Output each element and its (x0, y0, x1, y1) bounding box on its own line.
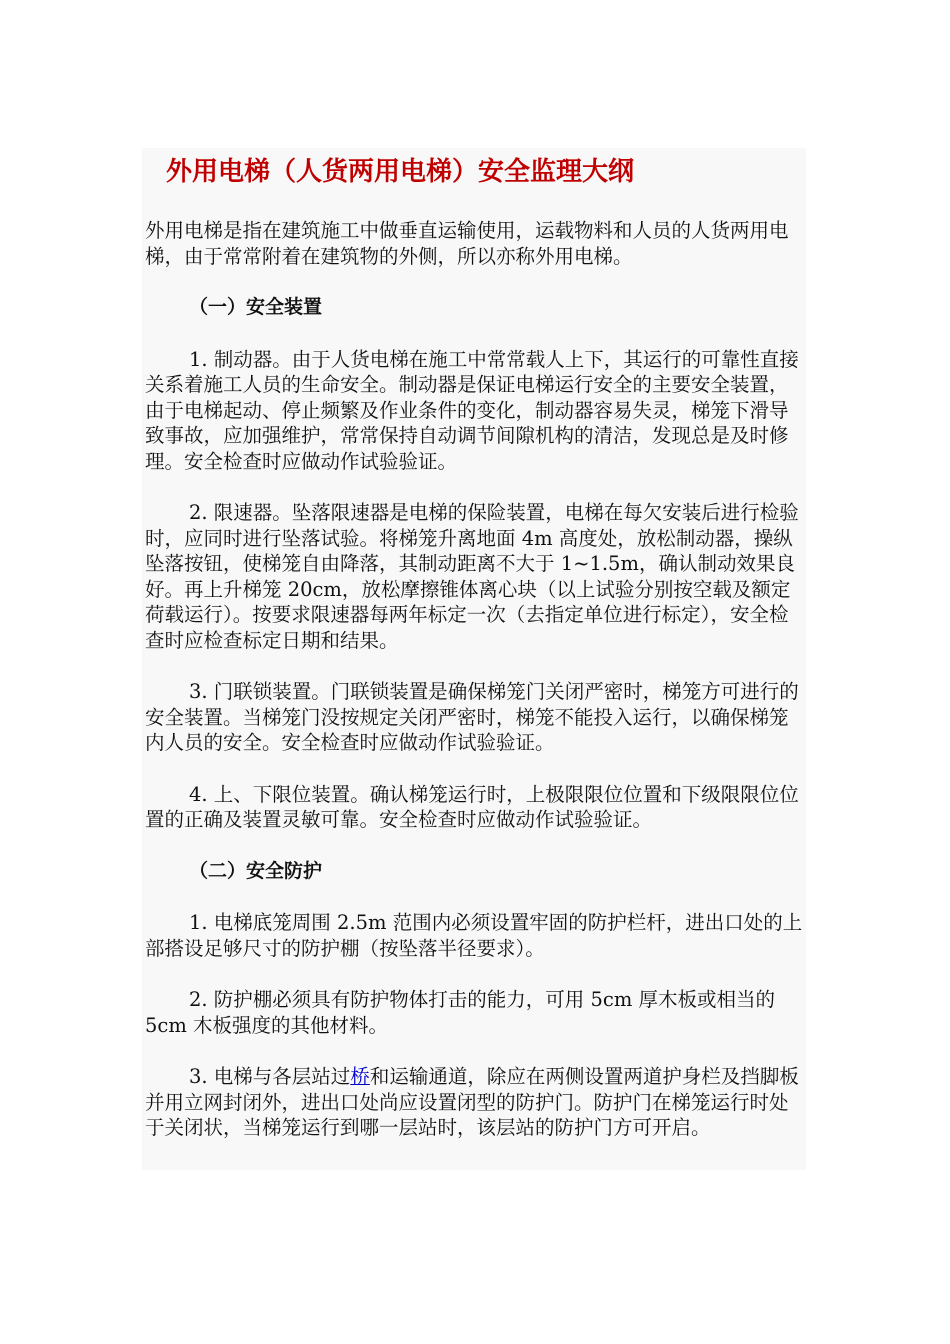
paragraph-bridge-passage (145, 1064, 805, 1141)
document-title: 外用电梯（人货两用电梯）安全监理大纲 (166, 157, 635, 187)
intro-paragraph: 外用电梯是指在建筑施工中做垂直运输使用，运载物料和人员的人货两用电梯，由于常常附着在建筑物的外侧，所以亦称外用电梯。 (145, 219, 789, 268)
paragraph-door-interlock: 3. 门联锁装置。门联锁装置是确保梯笼门关闭严密时，梯笼方可进行的安全装置。当梯笼门没按规定关闭严密时，梯笼不能投入运行，以确保梯笼内人员的安全。安全检查时应做动作试验验证。 (145, 680, 799, 754)
paragraph-brake: 1. 制动器。由于人货电梯在施工中常常载人上下，其运行的可靠性直接关系着施工人员的生命安全。制动器是保证电梯运行安全的主要安全装置，由于电梯起动、停止频繁及作业条件的变化，制动器容易失灵，梯笼下滑导致事故，应加强维护，常常保持自动调节间隙机构的清洁，发现总是及时修理。安全检查时应做动作试验验证。 (145, 347, 799, 473)
paragraph-speed-limiter: 2. 限速器。坠落限速器是电梯的保险装置，电梯在每欠安装后进行检验时，应同时进行坠落试验。将梯笼升离地面 4m 高度处，放松制动器，操纵坠落按钮，使梯笼自由降落，其制动距离不大于 1~1.5m，确认制动效果良好。再上升梯笼 20cm，放松摩擦锥体离心块（以上试验分别按空载及额定荷载运行）。按要求限速器每两年标定一次（去指定单位进行标定），安全检查时应检查标定日期和结果。 (145, 501, 799, 652)
document-body (145, 218, 805, 1167)
section-heading-safety-protection: （二）安全防护 (189, 859, 323, 882)
bridge-link[interactable]: 桥 (350, 1065, 370, 1088)
bridge-text-after: 和运输通道，除应在两侧设置两道护身栏及挡脚板并用立网封闭外，进出口处尚应设置闭型的防护门。防护门在梯笼运行时处于关闭状，当梯笼运行到哪一层站时，该层站的防护门方可开启。 (145, 1065, 799, 1139)
section-heading-safety-devices: （一）安全装置 (189, 296, 323, 318)
paragraph-guardrail: 1. 电梯底笼周围 2.5m 范围内必须设置牢固的防护栏杆，进出口处的上部搭设足够尺寸的防护棚（按坠落半径要求）。 (145, 911, 803, 960)
paragraph-limit-switch: 4. 上、下限位装置。确认梯笼运行时，上极限限位位置和下级限限位位置的正确及装置灵敏可靠。安全检查时应做动作试验验证。 (145, 782, 799, 831)
paragraph-protective-shed: 2. 防护棚必须具有防护物体打击的能力，可用 5cm 厚木板或相当的 5cm 木板强度的其他材料。 (145, 988, 776, 1037)
bridge-text-before: 3. 电梯与各层站过 (189, 1065, 351, 1088)
